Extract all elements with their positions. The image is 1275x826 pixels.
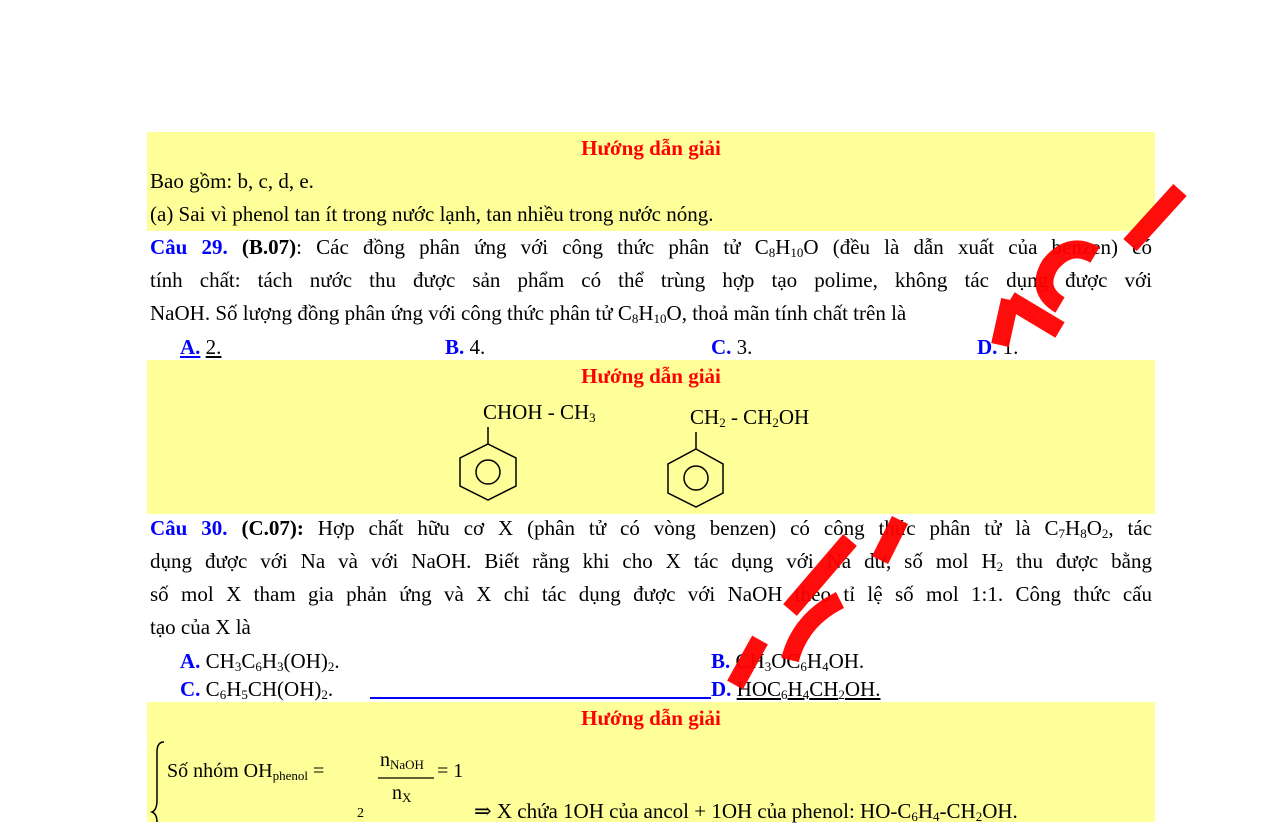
equation-result: = 1	[437, 760, 464, 782]
option-d[interactable]: D. $HOC_6H_4CH_2OH$.	[711, 677, 881, 702]
option-b[interactable]: B. 4.	[445, 335, 486, 359]
structure-2-label: $CH_2 - CH_2OH$	[690, 405, 810, 430]
question-29-line-3: NaOH. Số lượng đồng phân ứng với công thức phân tử $C_8H_{10}O$, thoả mãn tính chất trên là	[150, 301, 907, 326]
option-b[interactable]: B. $CH_3OC_6H_4OH$.	[711, 649, 865, 674]
structure-1-label: CHOH - $CH_3$	[483, 400, 596, 425]
option-c[interactable]: C. 3.	[711, 335, 753, 359]
question-30-line-3: số mol X tham gia phản ứng và X chỉ tác dụng được với NaOH theo tỉ lệ số mol 1:1. Công thức cấu	[150, 582, 1152, 606]
solution-text: (a) Sai vì phenol tan ít trong nước lạnh, tan nhiều trong nước nóng.	[150, 202, 714, 226]
option-d[interactable]: D. 1.	[977, 335, 1019, 359]
equation-left: Số nhóm $OH_{phenol}$ =	[167, 760, 325, 783]
equation-stray-digit: 2	[357, 806, 364, 821]
option-a[interactable]: A. $CH_3C_6H_3(OH)_2$.	[180, 649, 340, 674]
solution-heading: Hướng dẫn giải	[581, 364, 721, 388]
question-number: Câu 30.	[150, 516, 228, 540]
question-30-line-1: Câu 30. (C.07): Hợp chất hữu cơ X (phân tử có vòng benzen) có công thức phân tử là $C_7H_8O_2$, tác	[150, 516, 1153, 541]
question-30-line-2: dụng được với Na và với NaOH. Biết rằng khi cho X tác dụng với Na dư, số mol $H_2$ thu được bằng	[150, 549, 1153, 574]
question-source: (B.07)	[241, 235, 297, 259]
question-source: (C.07):	[241, 516, 304, 540]
solution-heading: Hướng dẫn giải	[581, 136, 721, 160]
question-30-line-4: tạo của X là	[150, 615, 251, 639]
question-29-line-2: tính chất: tách nước thu được sản phẩm có thể trùng hợp tạo polime, không tác dụng được với	[150, 268, 1152, 292]
question-29-line-1: Câu 29. (B.07): Các đồng phân ứng với công thức phân tử $C_8H_{10}O$ (đều là dẫn xuất của benzen) có	[150, 235, 1152, 260]
option-c[interactable]: C. $C_6H_5CH(OH)_2$.	[180, 677, 334, 702]
conclusion: ⇒ X chứa 1OH của ancol + 1OH của phenol: $HO-C_6H_4-CH_2OH$.	[474, 799, 1018, 824]
separator-line	[370, 697, 711, 699]
solution-text: Bao gồm: b, c, d, e.	[150, 169, 314, 193]
option-a[interactable]: A. 2.	[180, 335, 222, 359]
equation-numerator: $n_{NaOH}$	[380, 749, 424, 772]
question-number: Câu 29.	[150, 235, 228, 259]
equation-denominator: $n_X$	[392, 782, 412, 805]
solution-heading: Hướng dẫn giải	[581, 706, 721, 730]
